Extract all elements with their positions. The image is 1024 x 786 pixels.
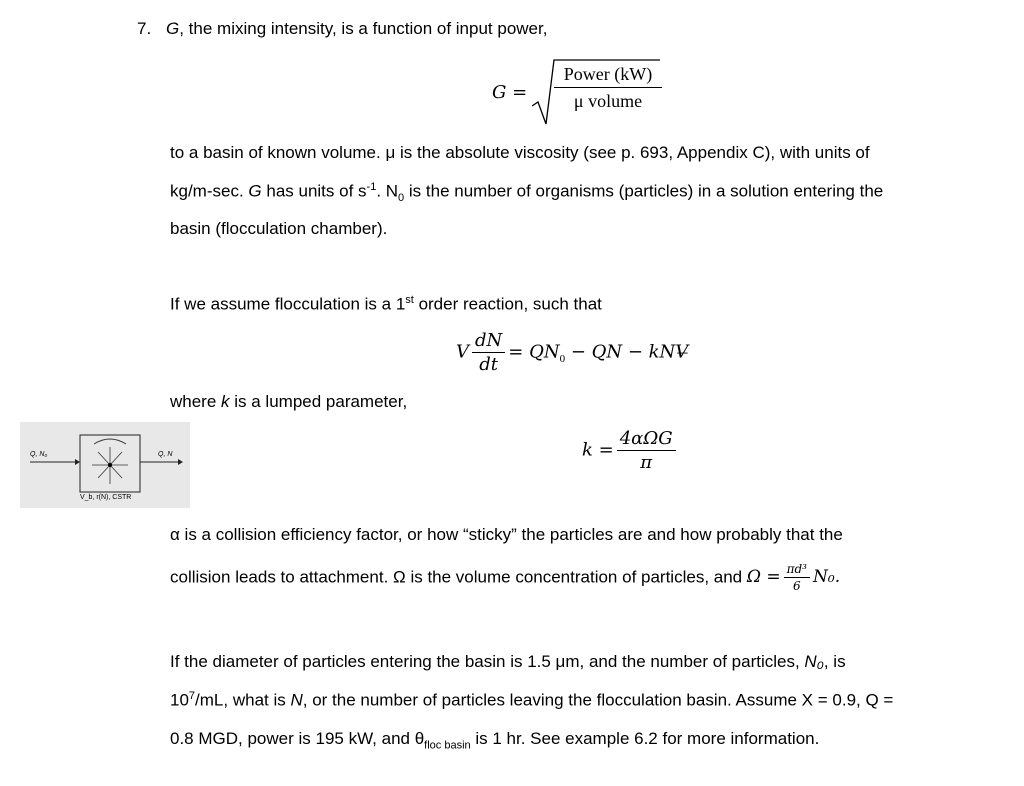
para5-line1: If the diameter of particles entering the basin is 1.5 μm, and the number of particles, N₀, is	[170, 652, 846, 671]
para5-line3: 0.8 MGD, power is 195 kW, and $\theta_{floc basin}$ is 1 hr. See example 6.2 for more information.	[170, 729, 820, 752]
g-numerator: Power (kW)	[554, 64, 662, 88]
diagram-caption: V_b, r(N), CSTR	[80, 494, 132, 501]
outlet-label: Q, N	[158, 451, 173, 458]
para2: If we assume flocculation is a 1st order reaction, such that	[170, 294, 602, 314]
g-denominator: μ volume	[573, 91, 643, 111]
question-number: 7.	[137, 19, 152, 38]
rate-equation: V $\frac{dN}{dt}$ = $QN_0$ − QN − kNV̶	[456, 330, 689, 375]
para4-line1: α is a collision efficiency factor, or how “sticky” the particles are and how probably that the	[170, 525, 843, 544]
cstr-diagram	[20, 422, 190, 508]
inlet-label: Q, N₀	[30, 451, 48, 458]
para4-line2: collision leads to attachment. Ω is the volume concentration of particles, and Ω = $\frac{\text{πd³}}{6}$ N₀.	[170, 562, 841, 593]
para5-line2: $10^7/mL$, what is N, or the number of particles leaving the flocculation basin. Assume X = 0.9, Q =	[170, 690, 894, 710]
k-equation: k = $\frac{\text{4αΩG}}{\pi}$	[582, 428, 679, 473]
question-intro	[166, 19, 547, 39]
intro-text: , the mixing intensity, is a function of input power,	[179, 19, 548, 38]
para1-line2: kg/m-sec. G has units of $s^{-1}$. $N_0$ is the number of organisms (particles) in a solution entering the	[170, 181, 884, 205]
para3: where k is a lumped parameter,	[170, 392, 408, 411]
para1-line1: to a basin of known volume. μ is the absolute viscosity (see p. 693, Appendix C), with units of	[170, 143, 870, 162]
g-lhs: G =	[492, 82, 528, 103]
var-g: G	[166, 19, 180, 38]
para1-line3: basin (flocculation chamber).	[170, 219, 388, 238]
